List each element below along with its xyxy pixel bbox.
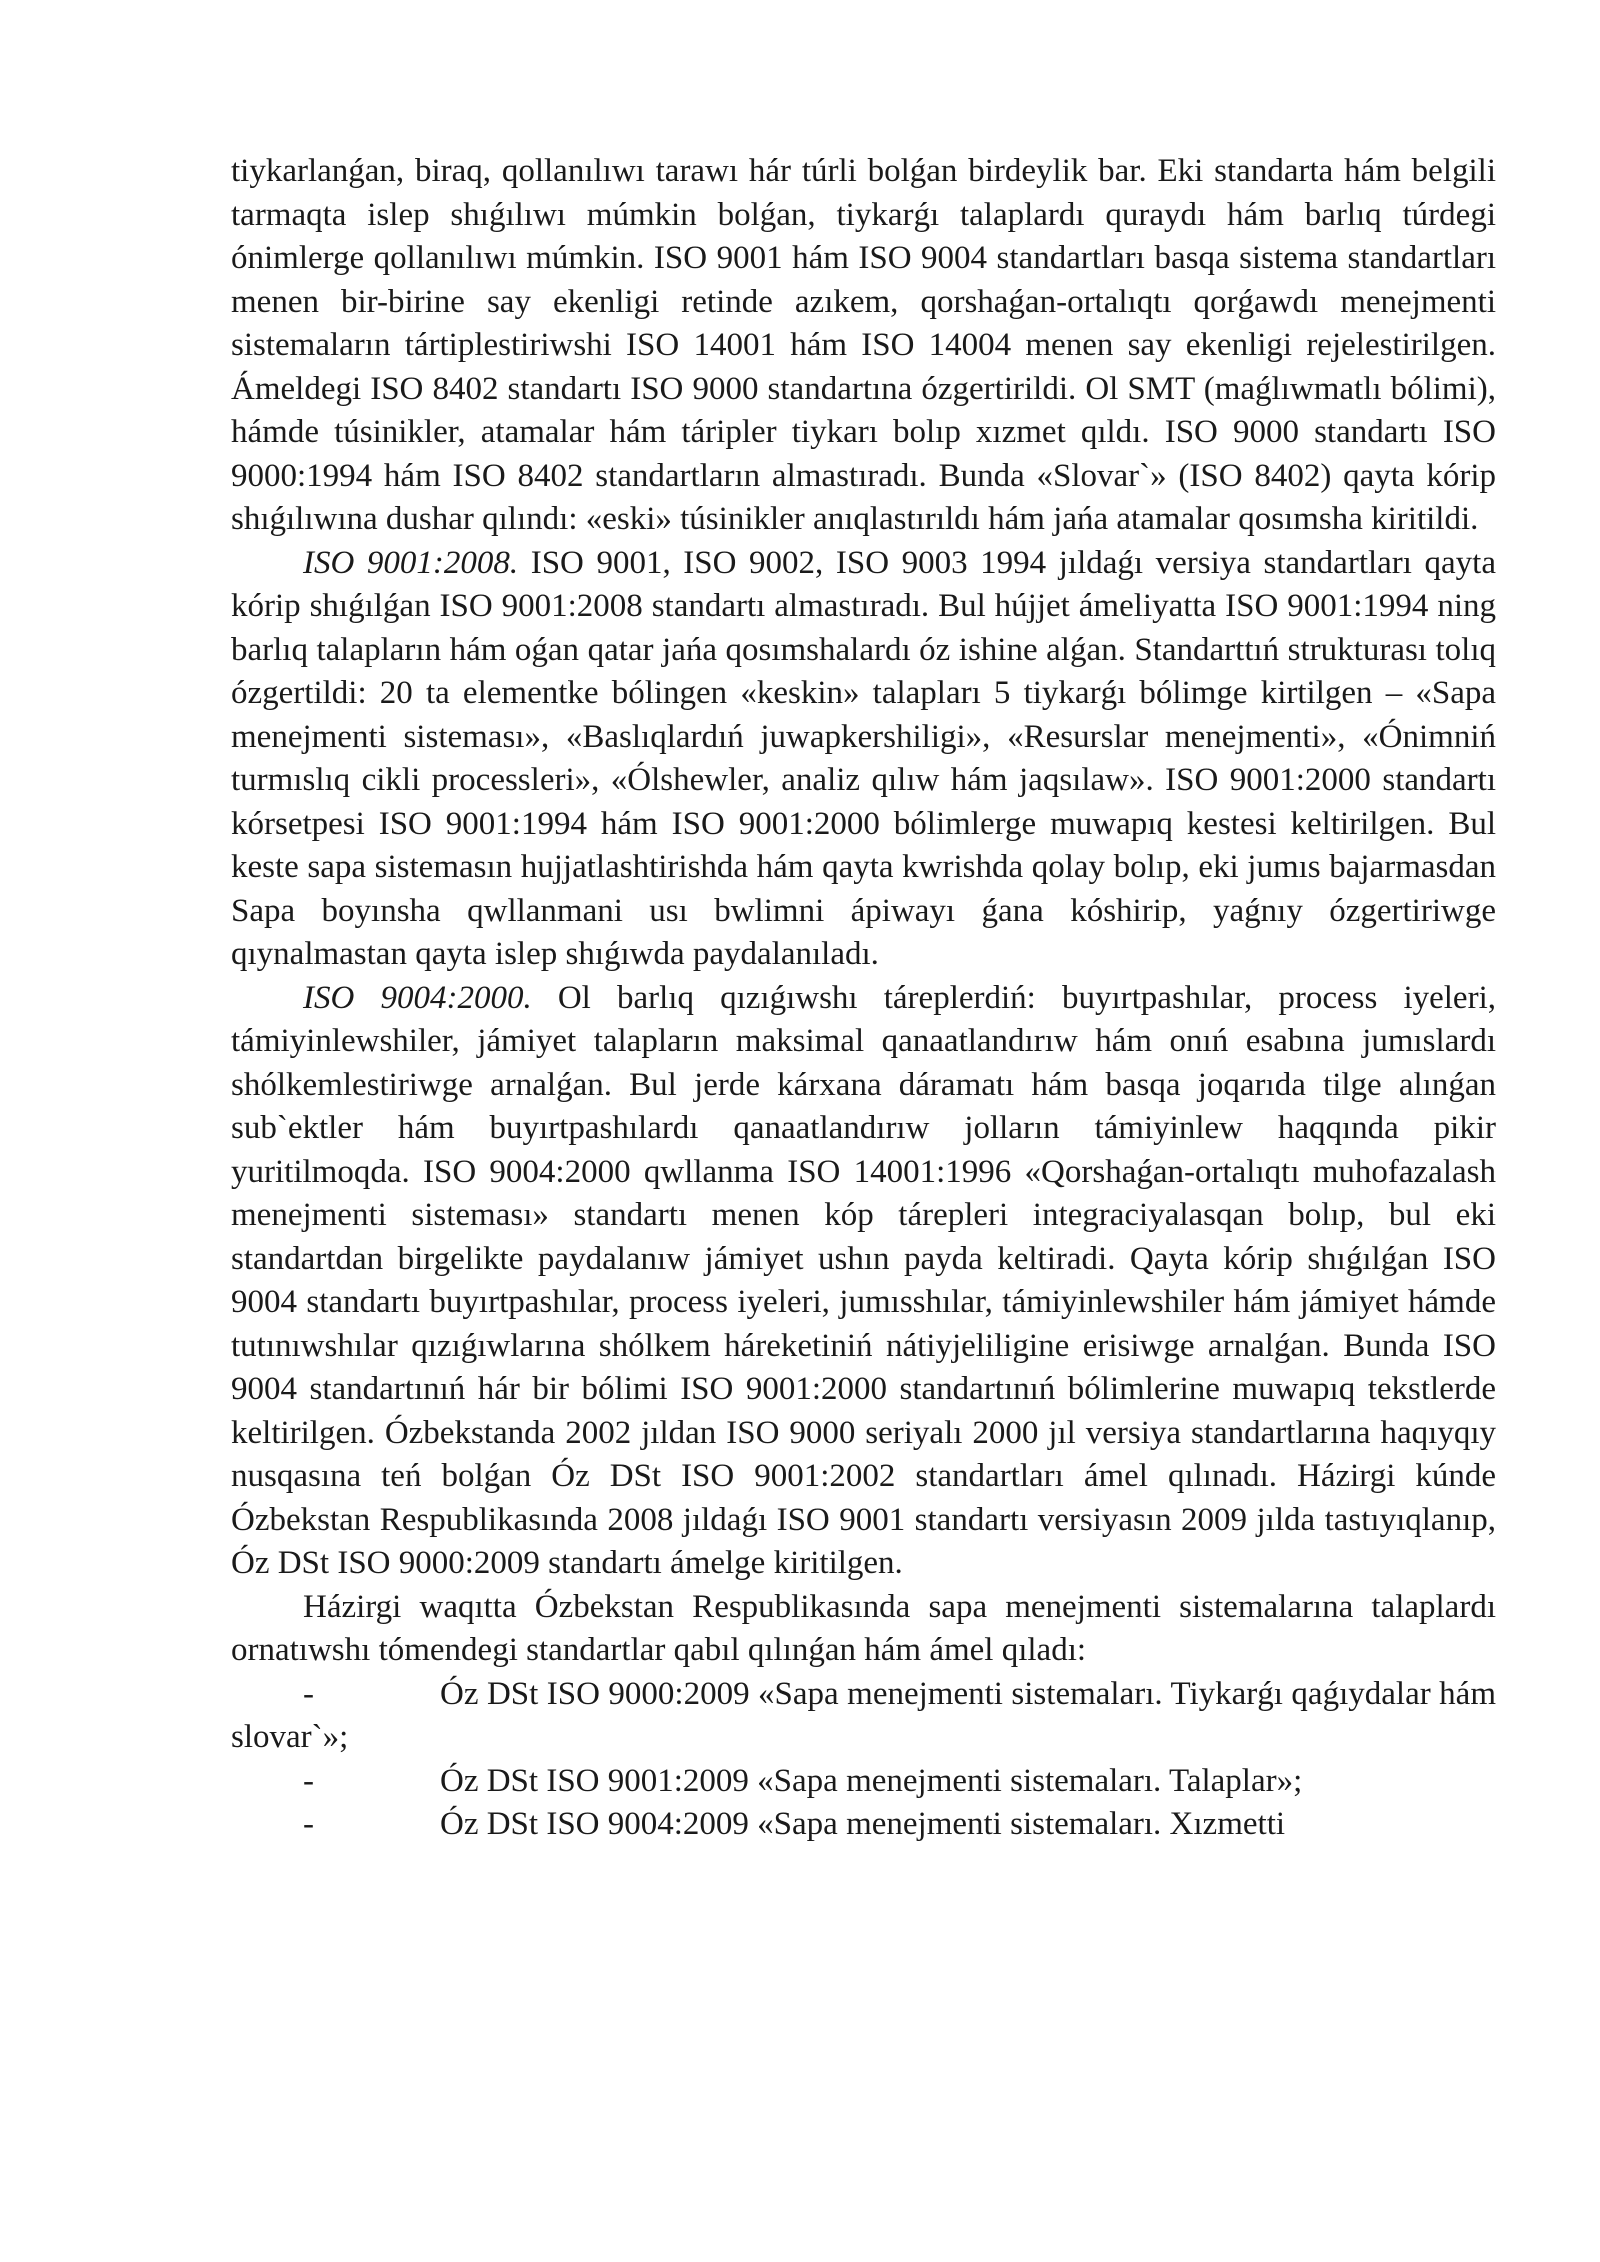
paragraph-body-iso-9004: Ol barlıq qızıǵıwshı táreplerdiń: buyırtpashılar, process iyeleri, támiyinlewshiler, jámiyet talapların maksimal qanaatlandırıw hám onıń esabına jumıslardı shólkemlestiriwge arnalǵan. Bul jerde kárxana dáramatı hám basqa joqarıda tilge alınǵan sub`ektler hám buyırtpashılardı qanaatlandırıw jolların támiyinlew haqqında pikir yuritilmoqda. ISO 9004:2000 qwllanma ISO 14001:1996 «Qorshaǵan-ortalıqtı muhofazalash menejmenti sisteması» standartı menen kóp tárepleri integraciyalasqan bolıp, bul eki standartdan birgelikte paydalanıw jámiyet ushın payda keltiradi. Qayta kórip shıǵılǵan ISO 9004 standartı buyırtpashılar, process iyeleri, jumısshılar, támiyinlewshiler hám jámiyet hámde tutınıwshılar qızıǵıwlarına shólkem háreketiniń nátiyjeliligine erisiwge arnalǵan. Bunda ISO 9004 standartınıń hár bir bólimi ISO 9001:2000 standartınıń bólimlerine muwapıq tekstlerde keltirilgen. Ózbekstanda 2002 jıldan ISO 9000 seriyalı 2000 jıl versiya standartlarına haqıyqıy nusqasına teń bolǵan Óz DSt ISO 9001:2002 standartları ámel qılınadı. Házirgi kúnde Ózbekstan Respublikasında 2008 jıldaǵı ISO 9001 standartı versiyasın 2009 jılda tastıyıqlanıp, Óz DSt ISO 9000:2009 standartı ámelge kiritilgen. bbox=[231, 979, 1496, 1581]
paragraph-lead-iso-9004: ISO 9004:2000. bbox=[303, 979, 532, 1016]
list-marker: - bbox=[303, 1675, 314, 1712]
paragraph-body-iso-9001: ISO 9001, ISO 9002, ISO 9003 1994 jıldaǵı versiya standartları qayta kórip shıǵılǵan ISO 9001:2008 standartı almastıradı. Bul hújjet ámeliyatta ISO 9001:1994 ning barlıq talapların hám oǵan qatar jańa qosımshalardı óz ishine alǵan. Standarttıń strukturası tolıq ózgertildi: 20 ta elementke bólingen «keskin» talapları 5 tiykarǵı bólimge kirtilgen – «Sapa menejmenti sisteması», «Baslıqlardıń juwapkershiligi», «Resurslar menejmenti», «Ónimniń turmıslıq cikli processleri», «Ólshewler, analiz qılıw hám jaqsılaw». ISO 9001:2000 standartı kórsetpesi ISO 9001:1994 hám ISO 9001:2000 bólimlerge muwapıq kestesi keltirilgen. Bul keste sapa sistemasın hujjatlashtirishda hám qayta kwrishda qolay bolıp, eki jumıs bajarmasdan Sapa boyınsha qwllanmani usı bwlimni ápiwayı ǵana kóshirip, yaǵnıy ózgertiriwge qıynalmastan qayta islep shıǵıwda paydalanıladı. bbox=[231, 544, 1496, 972]
paragraph-lead-iso-9001: ISO 9001:2008. bbox=[303, 544, 519, 581]
paragraph-continuation: tiykarlanǵan, biraq, qollanılıwı tarawı hár túrli bolǵan birdeylik bar. Eki standarta hám belgili tarmaqta islep shıǵılıwı múmkin bolǵan, tiykarǵı talaplardı quraydı hám barlıq túrdegi ónimlerge qollanılıwı múmkin. ISO 9001 hám ISO 9004 standartları basqa sistema standartları menen bir-birine say ekenligi retinde azıkem, qorshaǵan-ortalıqtı qorǵawdı menejmenti sistemaların tártiplestiriwshi ISO 14001 hám ISO 14004 menen say ekenligi rejelestirilgen. Ámeldegi ISO 8402 standartı ISO 9000 standartına ózgertirildi. Ol SMT (maǵlıwmatlı bólimi), hámde túsinikler, atamalar hám táripler tiykarı bolıp xızmet qıldı. ISO 9000 standartı ISO 9000:1994 hám ISO 8402 standartların almastıradı. Bunda «Slovar`» (ISO 8402) qayta kórip shıǵılıwına dushar qılındı: «eski» túsinikler anıqlastırıldı hám jańa atamalar qosımsha kiritildi. bbox=[231, 153, 1496, 537]
list-marker: - bbox=[303, 1762, 314, 1799]
list-item-text: Óz DSt ISO 9000:2009 «Sapa menejmenti sistemaları. Tiykarǵı qaǵıydalar hám slovar`»; bbox=[231, 1675, 1496, 1755]
list-item-text: Óz DSt ISO 9001:2009 «Sapa menejmenti sistemaları. Talaplar»; bbox=[440, 1762, 1303, 1799]
paragraph-iso-9001 bbox=[231, 542, 1496, 977]
paragraph-iso-9004 bbox=[231, 977, 1496, 1586]
list-item-text: Óz DSt ISO 9004:2009 «Sapa menejmenti sistemaları. Xızmetti bbox=[440, 1806, 1286, 1842]
paragraph-standards-intro: Házirgi waqıtta Ózbekstan Respublikasında sapa menejmenti sistemalarına talaplardı ornatıwshı tómendegi standartlar qabıl qılınǵan hám ámel qıladı: bbox=[231, 1588, 1496, 1668]
list-item bbox=[231, 1760, 1496, 1804]
list-item bbox=[231, 1673, 1496, 1760]
document-body bbox=[231, 150, 1496, 1847]
list-marker: - bbox=[303, 1806, 314, 1842]
list-item bbox=[231, 1803, 1496, 1847]
